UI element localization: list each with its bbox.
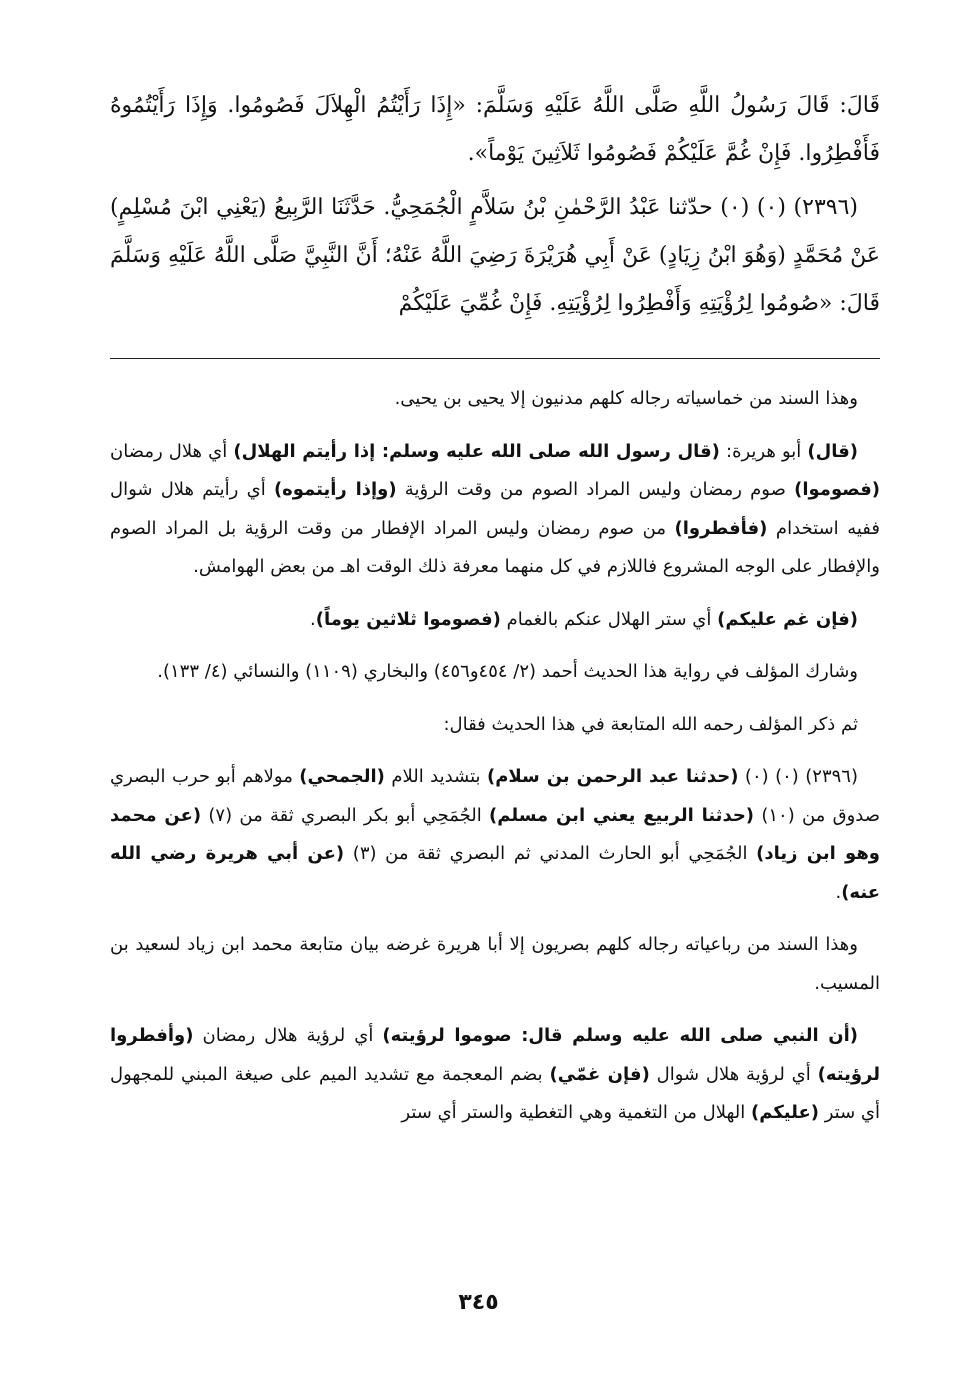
quote: (فأفطروا) [674, 517, 768, 539]
quote: (فصوموا) [794, 479, 880, 500]
text: مولاهم أبو حرب البصري صدوق من (١٠) [110, 766, 880, 826]
text: أي لرؤية هلال رمضان [193, 1025, 383, 1046]
text: أبو هريرة: [719, 440, 808, 462]
text: أي هلال رمضان [110, 440, 234, 462]
separator-line [110, 358, 880, 359]
text: أي رأيتم هلال شوال ففيه استخدام [110, 479, 880, 539]
hadith-text [110, 82, 880, 328]
text: . [835, 881, 842, 903]
quote: (فصوموا ثلاثين يوماً) [315, 608, 501, 630]
page-number: ٣٤٥ [458, 1290, 499, 1315]
quote: (عليكم) [750, 1102, 820, 1123]
text: بضم المعجمة مع تشديد الميم على صيغة المبني للمجهول أي ستر [110, 1063, 880, 1123]
text: من صوم رمضان وليس المراد الإفطار من وقت الرؤية بل المراد الصوم والإفطار على الوجه المشروع فاللازم في كل منهما معرفة ذلك الوقت اهـ من بعض الهوامش. [110, 517, 880, 577]
quote: (وأفطروا لرؤيته) [110, 1025, 880, 1085]
commentary-paragraph-1: وهذا السند من خماسياته رجاله كلهم مدنيون إلا يحيى بن يحيى. [394, 388, 858, 409]
quote: (قال رسول الله صلى الله عليه وسلم: إذا رأيتم الهلال) [233, 440, 720, 462]
text: الهلال من التغمية وهي التغطية والستر أي ستر [401, 1102, 751, 1123]
commentary-paragraph-8 [110, 1017, 880, 1133]
hadith-paragraph-1: قَالَ: قَالَ رَسُولُ اللَّهِ صَلَّى اللَّهُ عَلَيْهِ وَسَلَّمَ: «إِذَا رَأَيْتُمُ الْهِلاَلَ فَصُومُوا. وَإِذَا رَأَيْتُمُوهُ فَأَفْطِرُوا. فَإِنْ غُمَّ عَلَيْكُمْ فَصُومُوا ثَلاَثِينَ يَوْماً». [110, 93, 880, 166]
text: أي ستر الهلال عنكم بالغمام [500, 608, 718, 630]
quote: (حدثنا الربيع يعني ابن مسلم) [489, 804, 755, 826]
text: (٢٣٩٦) (٠) (٠) [738, 766, 858, 787]
text: بتشديد اللام [384, 766, 487, 787]
quote: (قال) [807, 440, 858, 462]
quote: (الجمحي) [299, 766, 385, 787]
quote: (عن أبي هريرة رضي الله عنه) [110, 843, 880, 903]
text: صوم رمضان وليس المراد الصوم من وقت الرؤية [396, 479, 795, 500]
quote: (أن النبي صلى الله عليه وسلم قال: صوموا لرؤيته) [382, 1025, 858, 1046]
text: الجُمَحِي أبو الحارث المدني ثم البصري ثقة من (٣) [344, 843, 757, 864]
commentary-paragraph-6 [110, 758, 880, 912]
quote: (حدثنا عبد الرحمن بن سلام) [486, 766, 739, 787]
commentary-paragraph-7: وهذا السند من رباعياته رجاله كلهم بصريون إلا أبا هريرة غرضه بيان متابعة محمد ابن زياد لسعيد بن المسيب. [110, 934, 880, 994]
commentary-paragraph-5: ثم ذكر المؤلف رحمه الله المتابعة في هذا الحديث فقال: [443, 713, 858, 735]
quote: (عن محمد وهو ابن زياد) [110, 804, 880, 864]
commentary-section [110, 380, 880, 1147]
text: . [310, 608, 316, 630]
hadith-paragraph-2: (٢٣٩٦) (٠) (٠) حدّثنا عَبْدُ الرَّحْمٰنِ بْنُ سَلاَّمٍ الْجُمَحِيُّ. حَدَّثَنَا الرَّبِيعُ (يَعْنِي ابْنَ مُسْلِمٍ) عَنْ مُحَمَّدٍ (وَهُوَ ابْنُ زِيَادٍ) عَنْ أَبِي هُرَيْرَةَ رَضِيَ اللَّهُ عَنْهُ؛ أَنَّ النَّبِيَّ صَلَّى اللَّهُ عَلَيْهِ وَسَلَّمَ قَالَ: «صُومُوا لِرُؤْيَتِهِ وَأَفْطِرُوا لِرُؤْيَتِهِ. فَإِنْ غُمِّيَ عَلَيْكُمْ [110, 195, 880, 316]
quote: (وإذا رأيتموه) [273, 479, 397, 500]
commentary-paragraph-2 [110, 433, 880, 587]
quote: (فإن غمّي) [549, 1063, 650, 1085]
quote: (فإن غم عليكم) [717, 608, 858, 630]
text: الجُمَحِي أبو بكر البصري ثقة من (٧) [201, 804, 490, 826]
text: أي لرؤية هلال شوال [649, 1063, 818, 1085]
commentary-paragraph-3 [110, 601, 880, 640]
commentary-paragraph-4: وشارك المؤلف في رواية هذا الحديث أحمد (٢/ ٤٥٤و٤٥٦) والبخاري (١١٠٩) والنسائي (٤/ ١٣٣). [157, 661, 858, 682]
